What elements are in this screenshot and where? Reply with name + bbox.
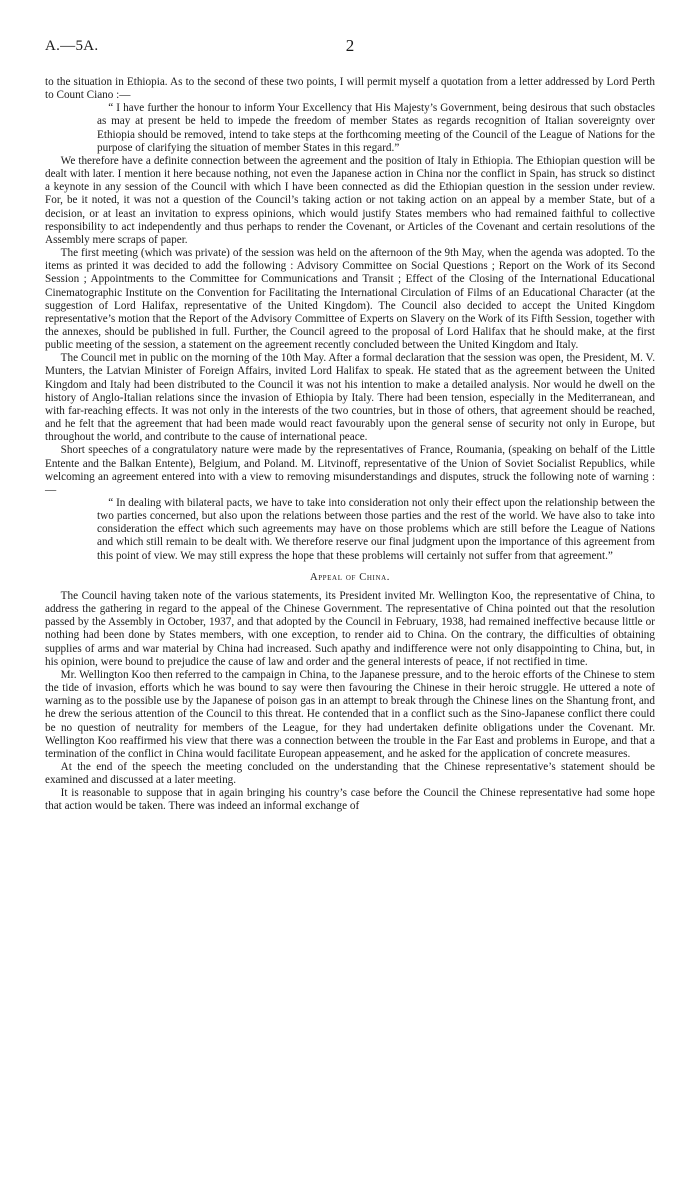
section-heading: Appeal of China. bbox=[309, 571, 391, 583]
paragraph: At the end of the speech the meeting concluded on the understanding that the Chinese representative’s statement should be examined and discussed at a later meeting. bbox=[45, 760, 655, 787]
document-page bbox=[45, 38, 655, 814]
page-header bbox=[45, 38, 655, 66]
paragraph: The Council having taken note of the various statements, its President invited Mr. Wellington Koo, the representative of China, to address the gathering in regard to the appeal of the Chinese Government. The representative of China pointed out that the resolution passed by the Assembly in October, 1937, and that adopted by the Council in February, 1938, had remained ineffective because little or nothing had been done by States members, with one exception, to render aid to China. On the contrary, the difficulties of obtaining supplies of arms and war material by China had increased. Such apathy and indifference were not only disappointing to China, but, in his opinion, were bound to prejudice the cause of law and order and the general interests of peace, if not rectified in time. bbox=[45, 589, 655, 668]
paragraph: The first meeting (which was private) of the session was held on the afternoon of the 9th May, when the agenda was adopted. To the items as printed it was decided to add the following : Advisory Committee on Social Questions ; Report on the Work of its Second Session ; Appointments to the Committee for Communications and Transit ; Effect of the Closing of the International Educational Cinematographic Institute on the Convention for Facilitating the International Circulation of Films of an Educational Character (at the suggestion of Lord Halifax, representative of the United Kingdom). The Council also decided to accept the United Kingdom representative’s motion that the Report of the Advisory Committee of Experts on Slavery on the Work of its Fifth Session, together with the annexes, should be published in full. Further, the Council agreed to the proposal of Lord Halifax that he should make, at the first public meeting of the session, a statement on the agreement recently concluded between the United Kingdom and Italy. bbox=[45, 247, 655, 352]
paragraph: The Council met in public on the morning of the 10th May. After a formal declaration that the session was open, the President, M. V. Munters, the Latvian Minister of Foreign Affairs, invited Lord Halifax to speak. He stated that as the agreement between the United Kingdom and Italy had been distributed to the Council it was not his intention to make a detailed analysis. Nor would he dwell on the history of Anglo-Italian relations since the invasion of Ethiopia by Italy. There had been tension, especially in the Mediterranean, and with far-reaching effects. It was not only in the interests of the two countries, but in those of others, that agreement should be reached, and he felt that the agreement that had been made would react favourably upon the general sense of security not only in Europe, but throughout the world, and contribute to the cause of international peace. bbox=[45, 352, 655, 444]
block-quote: “ In dealing with bilateral pacts, we have to take into consideration not only their effect upon the relationship between the two parties concerned, but also upon the relations between those parties and the rest of the world. We have also to take into consideration the effect which such agreements may have on those problems which are still before the League of Nations and which still remain to be dealt with. We therefore reserve our final judgment upon the importance of this agreement from this point of view. We may still express the hope that these problems will certainly not suffer from that agreement.” bbox=[97, 497, 655, 562]
document-body bbox=[45, 76, 655, 814]
page-number: 2 bbox=[345, 36, 355, 55]
paragraph: to the situation in Ethiopia. As to the second of these two points, I will permit myself a quotation from a letter addressed by Lord Perth to Count Ciano :— bbox=[45, 76, 655, 102]
block-quote: “ I have further the honour to inform Your Excellency that His Majesty’s Government, being desirous that such obstacles as may at present be held to impede the freedom of member States as regards recognition of Italian sovereignty over Ethiopia should be removed, intend to take steps at the forthcoming meeting of the Council of the League of Nations for the purpose of clarifying the situation of member States in this regard.” bbox=[97, 102, 655, 154]
paragraph: Short speeches of a congratulatory nature were made by the representatives of France, Roumania, (speaking on behalf of the Little Entente and the Balkan Entente), Belgium, and Poland. M. Litvinoff, representative of the Union of Soviet Socialist Republics, while welcoming an agreement entered into with a view to removing misunderstandings and disputes, struck the following note of warning :— bbox=[45, 444, 655, 496]
document-reference: A.—5A. bbox=[45, 38, 99, 54]
paragraph: Mr. Wellington Koo then referred to the campaign in China, to the Japanese pressure, and to the heroic efforts of the Chinese to stem the tide of invasion, efforts which he was bound to say were then favouring the Chinese in their heroic struggle. He uttered a note of warning as to the possible use by the Japanese of poison gas in an attempt to break through the Chinese lines on the Shantung front, and he drew the serious attention of the Council to this threat. He contended that in a conflict such as the Sino-Japanese conflict there could be no question of neutrality for members of the League, for they had undertaken definite obligations under the Covenant. Mr. Wellington Koo reaffirmed his view that there was a connection between the trouble in the Far East and problems in Europe, and that a termination of the conflict in China would facilitate European appeasement, and he asked for the application of concrete measures. bbox=[45, 668, 655, 760]
section-lord-halifax-statement bbox=[45, 76, 655, 563]
paragraph: It is reasonable to suppose that in again bringing his country’s case before the Council the Chinese representative had some hope that action would be taken. There was indeed an informal exchange of bbox=[45, 787, 655, 813]
paragraph: We therefore have a definite connection between the agreement and the position of Italy in Ethiopia. The Ethiopian question will be dealt with later. I mention it here because nothing, not even the Japanese action in China nor the conflict in Spain, has struck so distinct a keynote in any session of the Council with which I have been connected as did the Ethiopian question in the session under review. For, be it noted, it was not a question of the Council’s taking action or not taking action on an appeal by a member State, but of a decision, or at least an invitation to express opinions, which would justify States members who had remained faithful to collective responsibility to act independently and thus perhaps to render the Covenant, or Articles of the Covenant and certain resolutions of the Assembly mere scraps of paper. bbox=[45, 154, 655, 246]
section-appeal-of-china bbox=[45, 590, 655, 814]
